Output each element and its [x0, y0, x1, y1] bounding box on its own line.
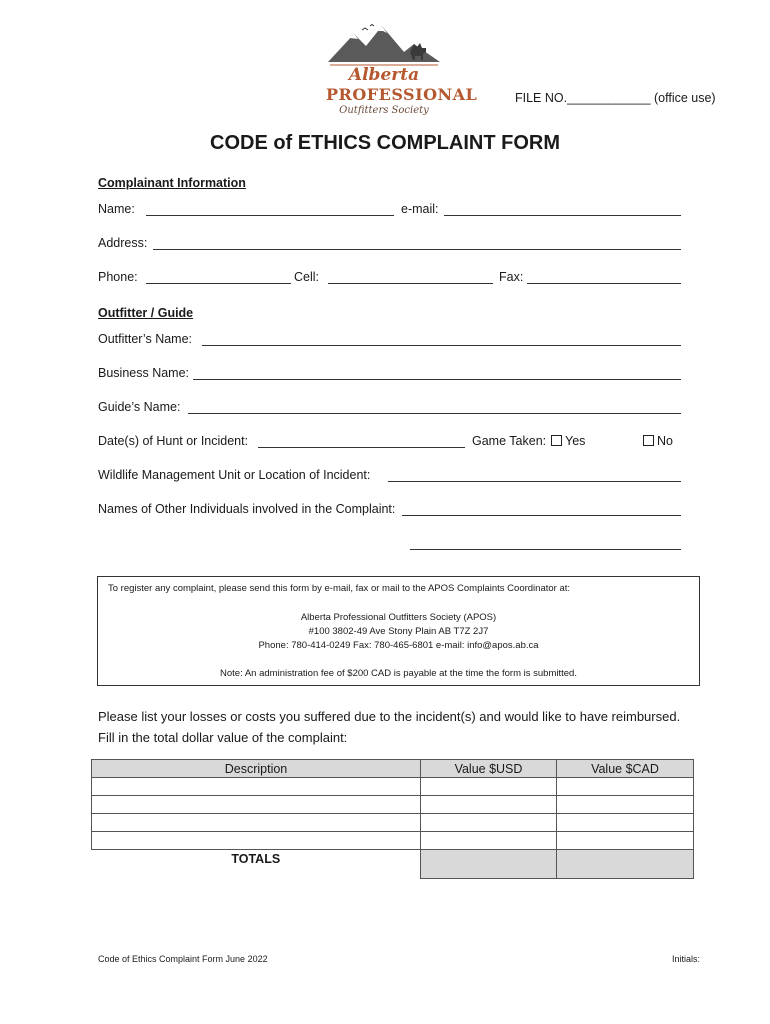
- dates-label: Date(s) of Hunt or Incident:: [98, 434, 249, 448]
- page-title: CODE of ETHICS COMPLAINT FORM: [210, 132, 560, 154]
- cad-cell[interactable]: [557, 814, 694, 832]
- logo-professional-text: PROFESSIONAL: [326, 85, 478, 104]
- guide-name-field[interactable]: [188, 413, 681, 414]
- mountain-moose-icon: [326, 22, 442, 68]
- guide-name-label: Guide’s Name:: [98, 400, 181, 414]
- wmu-label: Wildlife Management Unit or Location of Incident:: [98, 468, 371, 482]
- cad-cell[interactable]: [557, 778, 694, 796]
- info-contacts: Phone: 780-414-0249 Fax: 780-465-6801 e-mail: info@apos.ab.ca: [258, 640, 539, 651]
- outfitter-name-label: Outfitter’s Name:: [98, 332, 193, 346]
- info-note: Note: An administration fee of $200 CAD is payable at the time the form is submitted.: [220, 668, 577, 679]
- description-cell[interactable]: [92, 814, 421, 832]
- info-address: #100 3802-49 Ave Stony Plain AB T7Z 2J7: [308, 626, 489, 637]
- game-taken-yes[interactable]: [551, 434, 585, 448]
- table-row: [92, 778, 694, 796]
- table-row: [92, 796, 694, 814]
- cell-field[interactable]: [328, 283, 493, 284]
- logo-society-text: Outfitters Society: [339, 105, 429, 116]
- info-org: Alberta Professional Outfitters Society (APOS): [300, 612, 497, 623]
- usd-cell[interactable]: [421, 814, 557, 832]
- losses-instructions: Please list your losses or costs you suffered due to the incident(s) and would like to have reimbursed. Fill in the total dollar value of the complaint:: [98, 709, 681, 745]
- totals-row: [92, 850, 694, 879]
- outfitter-heading: Outfitter / Guide: [98, 306, 194, 320]
- description-cell[interactable]: [92, 832, 421, 850]
- logo-alberta-text: Alberta: [348, 65, 420, 85]
- info-intro: To register any complaint, please send this form by e-mail, fax or mail to the APOS Complaints Coordinator at:: [108, 583, 571, 594]
- footer-initials: Initials:: [672, 954, 701, 964]
- table-header-row: [92, 760, 694, 778]
- no-checkbox[interactable]: [643, 435, 654, 446]
- game-taken-label: Game Taken:: [472, 434, 547, 448]
- usd-cell[interactable]: [421, 778, 557, 796]
- others-field-2[interactable]: [410, 549, 681, 550]
- total-cad-cell[interactable]: [557, 850, 694, 879]
- business-name-label: Business Name:: [98, 366, 190, 380]
- name-field[interactable]: [146, 215, 394, 216]
- col-description: Description: [92, 760, 421, 778]
- col-value-usd: Value $USD: [421, 760, 557, 778]
- totals-label: TOTALS: [231, 852, 281, 866]
- losses-table: [91, 759, 694, 879]
- wmu-field[interactable]: [388, 481, 681, 482]
- footer-form-name: Code of Ethics Complaint Form June 2022: [98, 954, 268, 964]
- fax-field[interactable]: [527, 283, 681, 284]
- yes-label: Yes: [565, 434, 586, 448]
- others-label: Names of Other Individuals involved in the Complaint:: [98, 502, 396, 516]
- usd-cell[interactable]: [421, 796, 557, 814]
- usd-cell[interactable]: [421, 832, 557, 850]
- col-value-cad: Value $CAD: [557, 760, 694, 778]
- description-cell[interactable]: [92, 796, 421, 814]
- phone-field[interactable]: [146, 283, 291, 284]
- description-cell[interactable]: [92, 778, 421, 796]
- apos-logo: [326, 22, 478, 122]
- cad-cell[interactable]: [557, 832, 694, 850]
- cad-cell[interactable]: [557, 796, 694, 814]
- outfitter-name-field[interactable]: [202, 345, 681, 346]
- fax-label: Fax:: [499, 270, 524, 284]
- others-field-1[interactable]: [402, 515, 681, 516]
- business-name-field[interactable]: [193, 379, 681, 380]
- yes-checkbox[interactable]: [551, 435, 562, 446]
- table-row: [92, 832, 694, 850]
- file-no-label: FILE NO.____________ (office use): [515, 91, 716, 105]
- dates-field[interactable]: [258, 447, 465, 448]
- name-label: Name:: [98, 202, 135, 216]
- email-label: e-mail:: [401, 202, 439, 216]
- submission-info-box: [97, 576, 700, 686]
- table-row: [92, 814, 694, 832]
- no-label: No: [657, 434, 673, 448]
- email-field[interactable]: [444, 215, 681, 216]
- complainant-heading: Complainant Information: [98, 176, 246, 190]
- address-field[interactable]: [153, 249, 681, 250]
- total-usd-cell[interactable]: [421, 850, 557, 879]
- phone-label: Phone:: [98, 270, 138, 284]
- address-label: Address:: [98, 236, 148, 250]
- game-taken-no[interactable]: [643, 434, 673, 448]
- cell-label: Cell:: [294, 270, 320, 284]
